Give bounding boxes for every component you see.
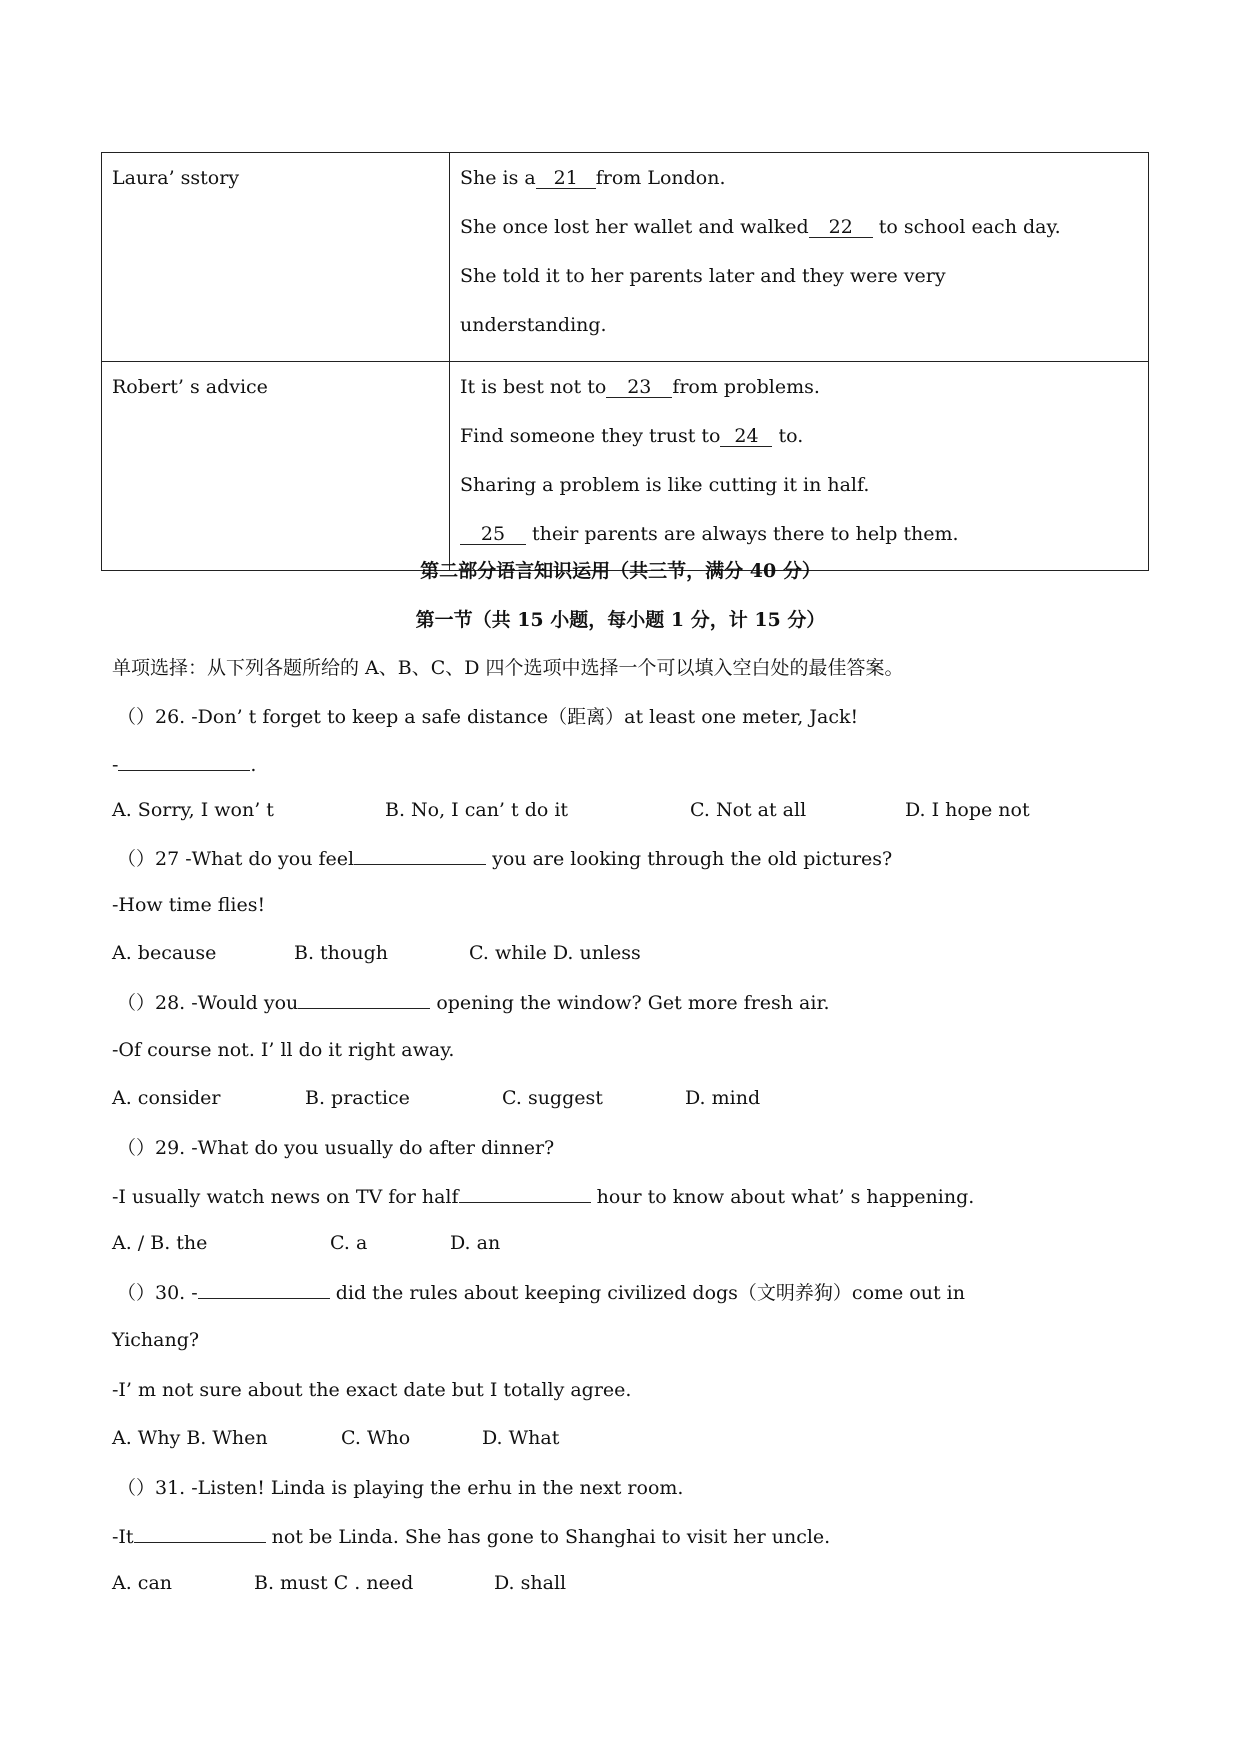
line-text: She once lost her wallet and walked — [460, 216, 809, 238]
cell-line — [460, 474, 1138, 523]
question-stem-continued: Yichang? — [112, 1329, 200, 1351]
reply-text: -I usually watch news on TV for half — [112, 1186, 459, 1208]
stem-text: （）27 -What do you feel — [117, 848, 355, 870]
question-reply: -Of course not. I’ ll do it right away. — [112, 1039, 455, 1061]
answer-blank[interactable] — [118, 752, 250, 771]
stem-text: opening the window? Get more fresh air. — [430, 992, 830, 1014]
line-text: understanding. — [460, 314, 607, 336]
reply-text: - — [112, 754, 119, 776]
story-advice-table — [101, 152, 1149, 571]
stem-text: you are looking through the old pictures? — [486, 848, 893, 870]
option[interactable]: A. / B. the — [112, 1232, 208, 1254]
row-label: Robert’ s advice — [102, 362, 450, 571]
answer-blank[interactable] — [459, 1184, 591, 1203]
answer-blank[interactable] — [298, 990, 430, 1009]
question-stem: （）26. -Don’ t forget to keep a safe distance（距离）at least one meter, Jack! — [117, 706, 859, 728]
option[interactable]: A. because — [112, 942, 217, 964]
answer-blank: 22 — [809, 217, 873, 238]
question-reply — [112, 752, 256, 776]
answer-blank[interactable] — [134, 1524, 266, 1543]
table-row — [102, 153, 1149, 362]
answer-blank: 24 — [720, 426, 772, 447]
cell-line — [460, 425, 1138, 474]
option[interactable]: C. Not at all — [690, 799, 807, 821]
reply-text: -It — [112, 1526, 134, 1548]
answer-blank[interactable] — [354, 846, 486, 865]
question-reply — [112, 1524, 830, 1548]
option[interactable]: A. Why B. When — [112, 1427, 268, 1449]
question-stem: （）31. -Listen! Linda is playing the erhu in the next room. — [117, 1477, 684, 1499]
reply-text: hour to know about what’ s happening. — [590, 1186, 975, 1208]
question-reply: -How time flies! — [112, 894, 266, 916]
options-row — [112, 1572, 566, 1594]
line-text: from problems. — [672, 376, 820, 398]
part-heading: 第二部分语言知识运用（共三节，满分 40 分） — [420, 560, 821, 582]
options-row — [112, 1427, 559, 1449]
answer-blank: 21 — [536, 168, 596, 189]
option[interactable]: B. practice — [305, 1087, 410, 1109]
reply-text: not be Linda. She has gone to Shanghai to visit her uncle. — [265, 1526, 831, 1548]
options-row — [112, 799, 1030, 821]
option[interactable]: A. can — [112, 1572, 173, 1594]
question-reply — [112, 1184, 974, 1208]
option[interactable]: C. Who — [341, 1427, 411, 1449]
stem-text: （）28. -Would you — [117, 992, 299, 1014]
question-stem — [117, 844, 892, 871]
question-stem — [117, 1278, 965, 1305]
line-text: Sharing a problem is like cutting it in half. — [460, 474, 870, 496]
answer-blank: 23 — [606, 377, 672, 398]
answer-blank: 25 — [460, 524, 526, 545]
answer-blank[interactable] — [198, 1280, 330, 1299]
stem-text: did the rules about keeping civilized dogs（文明养狗）come out in — [329, 1282, 965, 1304]
option[interactable]: D. mind — [685, 1087, 761, 1109]
question-reply: -I’ m not sure about the exact date but I totally agree. — [112, 1379, 632, 1401]
row-content — [450, 153, 1149, 362]
row-content — [450, 362, 1149, 571]
option[interactable]: A. consider — [112, 1087, 221, 1109]
cell-line — [460, 314, 1138, 361]
option[interactable]: C. suggest — [502, 1087, 603, 1109]
line-text: their parents are always there to help them. — [526, 523, 959, 545]
option[interactable]: D. I hope not — [905, 799, 1030, 821]
option[interactable]: D. What — [482, 1427, 560, 1449]
stem-text: （）30. - — [117, 1282, 198, 1304]
cell-line — [460, 216, 1138, 265]
option[interactable]: A. Sorry, I won’ t — [112, 799, 274, 821]
row-label: Laura’ sstory — [102, 153, 450, 362]
options-row — [112, 1232, 500, 1254]
option[interactable]: B. must C . need — [254, 1572, 414, 1594]
line-text: Find someone they trust to — [460, 425, 721, 447]
option[interactable]: D. shall — [494, 1572, 567, 1594]
reply-text: . — [250, 754, 257, 776]
line-text: from London. — [595, 167, 726, 189]
line-text: She told it to her parents later and they were very — [460, 265, 946, 287]
option[interactable]: C. while D. unless — [469, 942, 641, 964]
line-text: It is best not to — [460, 376, 607, 398]
cell-line — [460, 167, 1138, 216]
instruction-text: 单项选择：从下列各题所给的 A、B、C、D 四个选项中选择一个可以填入空白处的最佳答案。 — [112, 657, 904, 679]
cell-line — [460, 376, 1138, 425]
question-stem: （）29. -What do you usually do after dinner? — [117, 1137, 555, 1159]
table-row — [102, 362, 1149, 571]
option[interactable]: B. No, I can’ t do it — [385, 799, 569, 821]
options-row — [112, 942, 641, 964]
options-row — [112, 1087, 760, 1109]
option[interactable]: C. a — [330, 1232, 368, 1254]
option[interactable]: D. an — [450, 1232, 501, 1254]
line-text: to school each day. — [872, 216, 1061, 238]
section-heading: 第一节（共 15 小题，每小题 1 分，计 15 分） — [415, 609, 826, 631]
cell-line — [460, 265, 1138, 314]
question-stem — [117, 988, 830, 1015]
option[interactable]: B. though — [294, 942, 388, 964]
line-text: to. — [772, 425, 804, 447]
line-text: She is a — [460, 167, 536, 189]
